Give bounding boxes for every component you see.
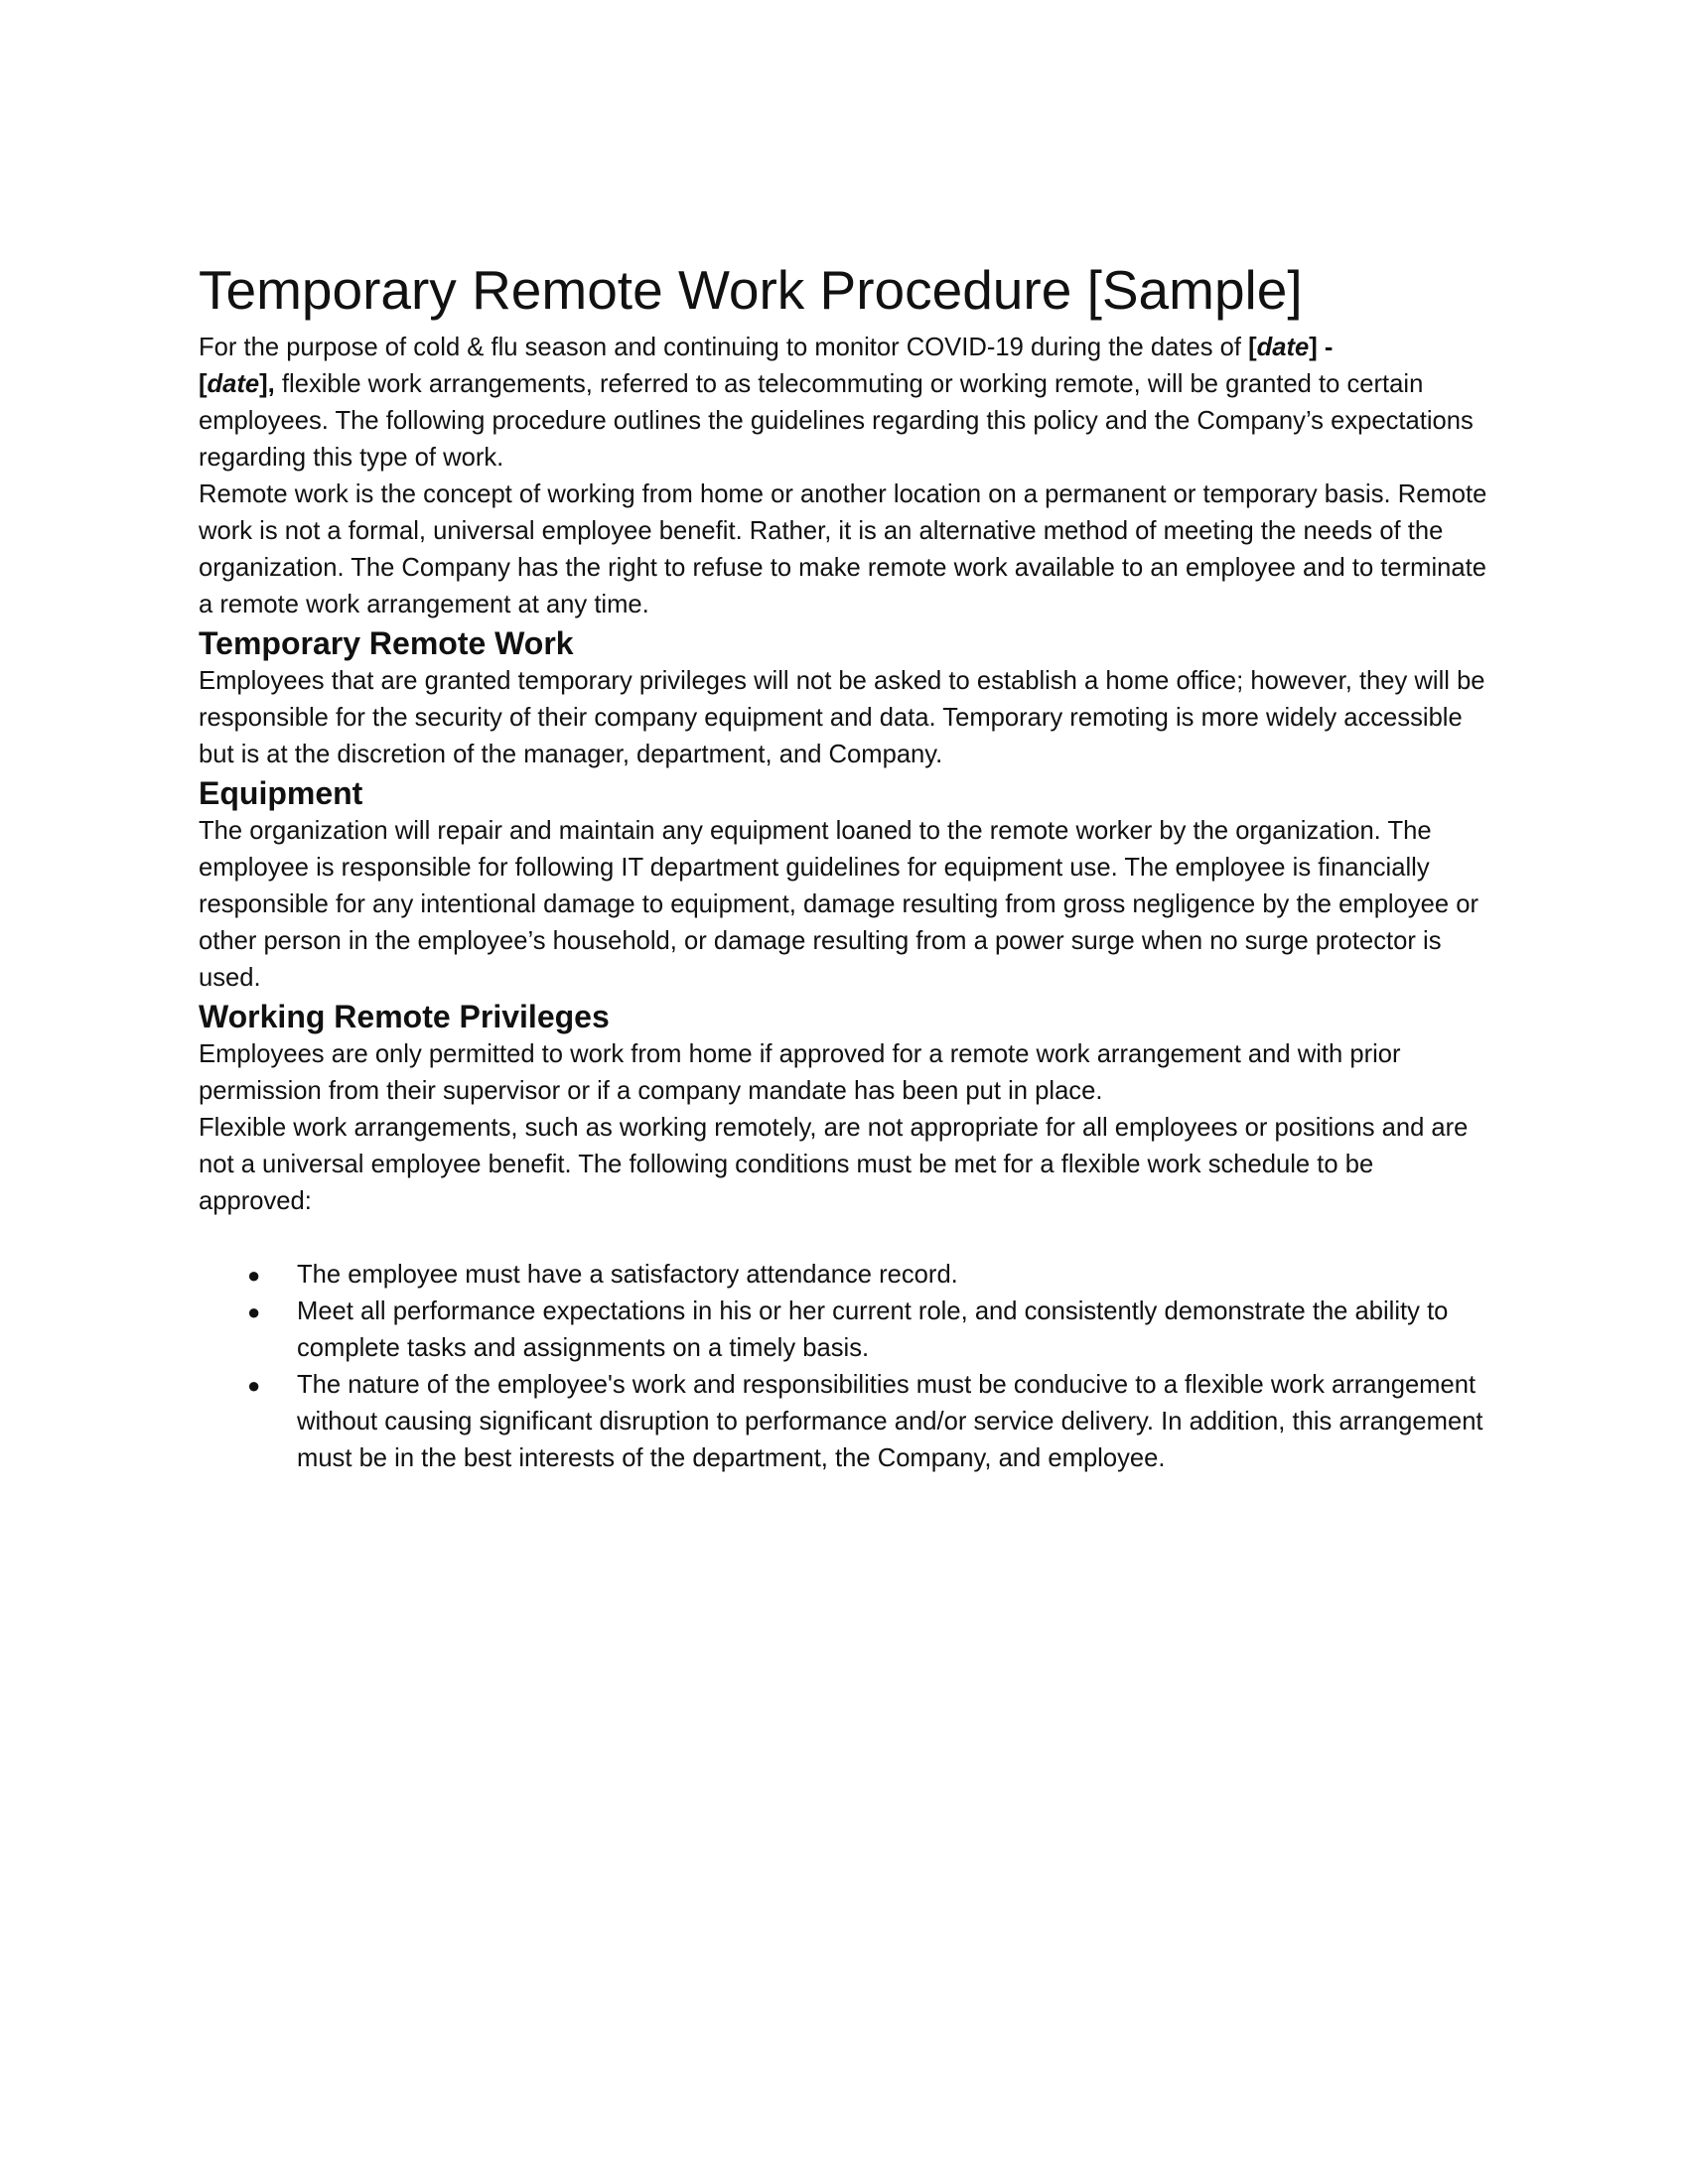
bullet-icon: ●: [247, 1299, 261, 1324]
list-item: [199, 1367, 1489, 1477]
bullet-icon: ●: [247, 1373, 261, 1398]
date-placeholder-start: [1248, 334, 1333, 361]
list-item-text: The nature of the employee's work and responsibilities must be conducive to a flexible work arrangement without causing significant disruption to performance and/or service delivery. In addition, this arrangement must be in the best interests of the department, the Company, and employee.: [297, 1371, 1483, 1472]
remote-work-paragraph: Remote work is the concept of working from home or another location on a permanent or temporary basis. Remote work is not a formal, universal employee benefit. Rather, it is an alternative method of meeting the needs of the organization. The Company has the right to refuse to make remote work available to an employee and to terminate a remote work arrangement at any time.: [199, 480, 1487, 618]
intro-paragraph: [199, 330, 1489, 477]
list-item: [199, 1257, 1489, 1294]
list-item-text: Meet all performance expectations in his or her current role, and consistently demonstrate the ability to complete tasks and assignments on a timely basis.: [297, 1297, 1449, 1362]
list-item: [199, 1294, 1489, 1367]
conditions-list: [199, 1257, 1489, 1477]
bracket-open: [: [199, 370, 208, 398]
intro-text-part2: flexible work arrangements, referred to as telecommuting or working remote, will be granted to certain employees. The following procedure outlines the guidelines regarding this policy and the Company’s expectations regarding this type of work.: [199, 370, 1474, 472]
bracket-close-comma: ],: [259, 370, 275, 398]
document-title: Temporary Remote Work Procedure [Sample]: [199, 259, 1303, 321]
privileges-paragraph-1: Employees are only permitted to work from home if approved for a remote work arrangement and with prior permission from their supervisor or if a company mandate has been put in place.: [199, 1040, 1401, 1105]
date-word: date: [1256, 334, 1310, 361]
intro-text-part1: For the purpose of cold & flu season and continuing to monitor COVID-19 during the dates of: [199, 334, 1249, 361]
section-heading-temporary-remote-work: Temporary Remote Work: [199, 625, 574, 661]
equipment-paragraph: The organization will repair and maintain any equipment loaned to the remote worker by the organization. The employee is responsible for following IT department guidelines for equipment use. The employee is financially responsible for any intentional damage to equipment, damage resulting from gross negligence by the employee or other person in the employee’s household, or damage resulting from a power surge when no surge protector is used.: [199, 817, 1478, 992]
bracket-close-dash: ] -: [1309, 334, 1334, 361]
section-heading-equipment: Equipment: [199, 775, 363, 811]
temporary-remote-work-paragraph: Employees that are granted temporary privileges will not be asked to establish a home office; however, they will be responsible for the security of their company equipment and data. Temporary remoting is more widely accessible but is at the discretion of the manager, department, and Company.: [199, 667, 1485, 768]
bullet-icon: ●: [247, 1263, 261, 1288]
privileges-paragraph-2: Flexible work arrangements, such as working remotely, are not appropriate for all employees or positions and are not a universal employee benefit. The following conditions must be met for a flexible work schedule to be approved:: [199, 1114, 1469, 1215]
date-word: date: [207, 370, 260, 398]
section-heading-working-remote-privileges: Working Remote Privileges: [199, 999, 610, 1034]
list-item-text: The employee must have a satisfactory attendance record.: [297, 1261, 958, 1289]
document-content: [199, 250, 1489, 1477]
bracket-open: [: [1248, 334, 1257, 361]
date-placeholder-end: [199, 370, 275, 398]
